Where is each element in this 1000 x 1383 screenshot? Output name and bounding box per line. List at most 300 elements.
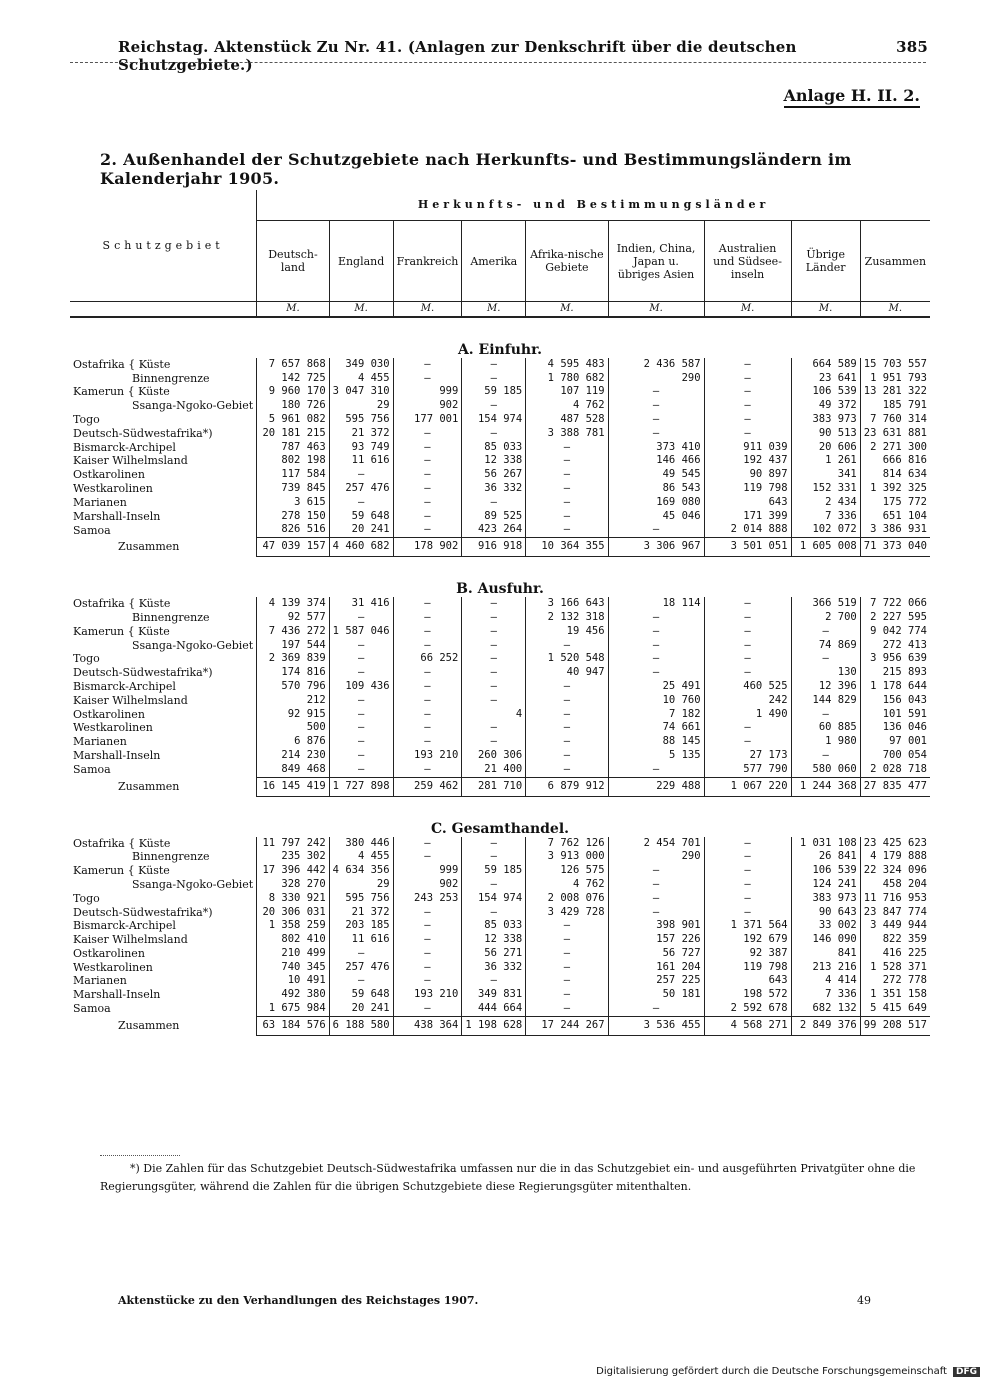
- table-row: [70, 454, 930, 468]
- row-label: Binnengrenze: [132, 371, 210, 385]
- table-cell: 124 241: [791, 878, 860, 892]
- table-cell: —: [704, 625, 791, 639]
- row-label: Ssanga-Ngoko-Gebiet: [132, 877, 254, 891]
- table-cell: 56 727: [608, 947, 704, 961]
- table-cell: 117 584: [257, 468, 329, 482]
- row-label: Marshall-Inseln: [73, 748, 161, 762]
- table-cell: 841: [791, 947, 860, 961]
- row-label: Togo: [73, 652, 100, 666]
- table-cell: 2 028 718: [860, 763, 930, 777]
- table-cell: 383 973: [791, 413, 860, 427]
- total-label: Zusammen: [118, 1018, 180, 1032]
- total-cell: 27 835 477: [860, 777, 930, 796]
- table-cell: —: [704, 837, 791, 851]
- table-cell: 2 454 701: [608, 837, 704, 851]
- table-cell: 3 449 944: [860, 919, 930, 933]
- table-cell: 4 762: [526, 399, 608, 413]
- table-cell: 4 139 374: [257, 597, 329, 611]
- table-cell: 272 778: [860, 974, 930, 988]
- unit-label: M.: [526, 302, 608, 317]
- row-label: Westkarolinen: [73, 960, 153, 974]
- table-cell: 787 463: [257, 441, 329, 455]
- table-row: [70, 441, 930, 455]
- row-label: Marianen: [73, 735, 127, 749]
- table-row: [70, 652, 930, 666]
- table-cell: —: [393, 523, 462, 537]
- total-cell: 3 536 455: [608, 1016, 704, 1035]
- table-cell: 49 372: [791, 399, 860, 413]
- table-cell: —: [393, 974, 462, 988]
- table-cell: 682 132: [791, 1002, 860, 1016]
- table-row: [70, 680, 930, 694]
- table-cell: —: [608, 864, 704, 878]
- table-cell: —: [329, 496, 393, 510]
- table-cell: 10 760: [608, 694, 704, 708]
- table-cell: 5 415 649: [860, 1002, 930, 1016]
- row-label: Binnengrenze: [132, 610, 210, 624]
- table-row: [70, 864, 930, 878]
- table-cell: 97 001: [860, 735, 930, 749]
- header-title: Reichstag. Aktenstück Zu Nr. 41. (Anlagen zur Denkschrift über die deutschen Schutzgebiete.): [118, 38, 797, 74]
- row-label: Ostkarolinen: [73, 468, 145, 482]
- table-cell: 349 030: [329, 358, 393, 372]
- table-cell: —: [393, 597, 462, 611]
- table-cell: 9 960 170: [257, 385, 329, 399]
- total-row: [70, 777, 930, 796]
- table-cell: —: [526, 735, 608, 749]
- table-cell: 29: [329, 878, 393, 892]
- total-cell: 17 244 267: [526, 1016, 608, 1035]
- table-cell: —: [526, 523, 608, 537]
- total-cell: 2 849 376: [791, 1016, 860, 1035]
- table-cell: 7 722 066: [860, 597, 930, 611]
- table-cell: 13 281 322: [860, 385, 930, 399]
- table-cell: 398 901: [608, 919, 704, 933]
- table-cell: 666 816: [860, 454, 930, 468]
- table-cell: —: [462, 680, 526, 694]
- table-cell: 7 762 126: [526, 837, 608, 851]
- table-cell: 290: [608, 372, 704, 386]
- row-label: Kamerun { Küste: [73, 864, 170, 878]
- table-cell: 1 675 984: [257, 1002, 329, 1016]
- table-cell: 59 185: [462, 385, 526, 399]
- table-cell: —: [526, 694, 608, 708]
- table-cell: 1 528 371: [860, 961, 930, 975]
- table-cell: 643: [704, 496, 791, 510]
- section-title: A. Einfuhr.: [457, 342, 543, 358]
- table-cell: 1 980: [791, 735, 860, 749]
- table-cell: 11 797 242: [257, 837, 329, 851]
- table-cell: 380 446: [329, 837, 393, 851]
- total-cell: 1 605 008: [791, 538, 860, 557]
- table-cell: —: [329, 974, 393, 988]
- table-cell: 20 181 215: [257, 427, 329, 441]
- table-cell: —: [462, 735, 526, 749]
- table-cell: —: [526, 441, 608, 455]
- table-row: [70, 523, 930, 537]
- table-cell: —: [393, 358, 462, 372]
- table-cell: —: [393, 947, 462, 961]
- table-cell: 4 179 888: [860, 850, 930, 864]
- table-cell: 7 182: [608, 708, 704, 722]
- table-cell: 11 716 953: [860, 892, 930, 906]
- table-cell: —: [393, 496, 462, 510]
- table-cell: 213 216: [791, 961, 860, 975]
- table-cell: —: [393, 625, 462, 639]
- table-cell: 822 359: [860, 933, 930, 947]
- table-cell: —: [462, 721, 526, 735]
- table-cell: 192 679: [704, 933, 791, 947]
- table-cell: 3 166 643: [526, 597, 608, 611]
- table-cell: —: [329, 735, 393, 749]
- row-label: Ostkarolinen: [73, 946, 145, 960]
- table-cell: 119 798: [704, 482, 791, 496]
- table-cell: —: [526, 919, 608, 933]
- table-cell: —: [393, 1002, 462, 1016]
- unit-label: M.: [257, 302, 329, 317]
- table-cell: 90 897: [704, 468, 791, 482]
- table-cell: 366 519: [791, 597, 860, 611]
- table-cell: —: [526, 961, 608, 975]
- table-cell: 21 372: [329, 427, 393, 441]
- table-cell: 29: [329, 399, 393, 413]
- table-cell: —: [704, 721, 791, 735]
- table-cell: 7 657 868: [257, 358, 329, 372]
- total-cell: 259 462: [393, 777, 462, 796]
- table-cell: —: [462, 372, 526, 386]
- column-header: Amerika: [462, 221, 526, 302]
- table-cell: 215 893: [860, 666, 930, 680]
- table-cell: 1 780 682: [526, 372, 608, 386]
- table-cell: —: [329, 468, 393, 482]
- table-cell: 2 592 678: [704, 1002, 791, 1016]
- table-cell: 203 185: [329, 919, 393, 933]
- table-cell: —: [704, 385, 791, 399]
- table-cell: —: [462, 906, 526, 920]
- table-cell: 17 396 442: [257, 864, 329, 878]
- total-cell: 6 188 580: [329, 1016, 393, 1035]
- table-cell: 243 253: [393, 892, 462, 906]
- table-row: [70, 837, 930, 851]
- table-cell: 92 577: [257, 611, 329, 625]
- table-cell: —: [393, 427, 462, 441]
- total-cell: 1 198 628: [462, 1016, 526, 1035]
- table-cell: —: [608, 763, 704, 777]
- table-cell: —: [393, 906, 462, 920]
- table-cell: 15 703 557: [860, 358, 930, 372]
- table-cell: 59 185: [462, 864, 526, 878]
- row-label: Bismarck-Archipel: [73, 679, 176, 693]
- total-cell: 916 918: [462, 538, 526, 557]
- table-cell: 651 104: [860, 510, 930, 524]
- table-cell: 89 525: [462, 510, 526, 524]
- total-cell: 1 727 898: [329, 777, 393, 796]
- table-cell: —: [526, 988, 608, 1002]
- table-cell: 739 845: [257, 482, 329, 496]
- section-heading-row: [70, 317, 930, 358]
- table-cell: 56 267: [462, 468, 526, 482]
- table-cell: 3 388 781: [526, 427, 608, 441]
- dfg-logo: DFG: [953, 1367, 980, 1377]
- table-cell: 3 615: [257, 496, 329, 510]
- table-cell: —: [393, 510, 462, 524]
- table-row: [70, 496, 930, 510]
- unit-spacer: [70, 302, 257, 317]
- table-cell: 5 961 082: [257, 413, 329, 427]
- table-cell: —: [393, 763, 462, 777]
- table-cell: 570 796: [257, 680, 329, 694]
- table-cell: 4 414: [791, 974, 860, 988]
- table-cell: —: [393, 735, 462, 749]
- table-cell: —: [462, 666, 526, 680]
- table-cell: —: [608, 652, 704, 666]
- table-cell: 156 043: [860, 694, 930, 708]
- table-cell: —: [704, 427, 791, 441]
- table-cell: 142 725: [257, 372, 329, 386]
- row-label: Samoa: [73, 762, 111, 776]
- total-cell: 3 501 051: [704, 538, 791, 557]
- table-cell: 31 416: [329, 597, 393, 611]
- row-label: Togo: [73, 891, 100, 905]
- table-cell: 8 330 921: [257, 892, 329, 906]
- row-label: Ssanga-Ngoko-Gebiet: [132, 638, 254, 652]
- table-cell: 580 060: [791, 763, 860, 777]
- table-cell: —: [393, 441, 462, 455]
- table-cell: —: [393, 694, 462, 708]
- row-label: Ostkarolinen: [73, 707, 145, 721]
- table-cell: —: [462, 399, 526, 413]
- table-cell: 21 400: [462, 763, 526, 777]
- row-label: Binnengrenze: [132, 850, 210, 864]
- table-cell: —: [704, 652, 791, 666]
- table-cell: 154 974: [462, 892, 526, 906]
- table-cell: 146 466: [608, 454, 704, 468]
- table-cell: —: [526, 1002, 608, 1016]
- row-label: Deutsch-Südwestafrika*): [73, 426, 213, 440]
- table-cell: 257 225: [608, 974, 704, 988]
- table-cell: 59 648: [329, 988, 393, 1002]
- table-cell: 26 841: [791, 850, 860, 864]
- table-cell: 1 178 644: [860, 680, 930, 694]
- table-row: [70, 892, 930, 906]
- table-cell: 192 437: [704, 454, 791, 468]
- table-cell: —: [329, 639, 393, 653]
- table-cell: 5 135: [608, 749, 704, 763]
- table-cell: —: [393, 639, 462, 653]
- row-label: Bismarck-Archipel: [73, 919, 176, 933]
- table-cell: —: [526, 454, 608, 468]
- table-cell: 423 264: [462, 523, 526, 537]
- table-cell: 664 589: [791, 358, 860, 372]
- table-cell: 1 951 793: [860, 372, 930, 386]
- table-row: [70, 385, 930, 399]
- table-cell: —: [462, 837, 526, 851]
- table-cell: —: [608, 666, 704, 680]
- table-cell: —: [462, 639, 526, 653]
- section-heading-row: [70, 796, 930, 837]
- table-cell: 175 772: [860, 496, 930, 510]
- table-cell: 999: [393, 864, 462, 878]
- total-cell: 3 306 967: [608, 538, 704, 557]
- unit-label: M.: [704, 302, 791, 317]
- total-label: Zusammen: [118, 540, 180, 554]
- table-cell: 416 225: [860, 947, 930, 961]
- table-cell: 444 664: [462, 1002, 526, 1016]
- table-cell: 18 114: [608, 597, 704, 611]
- column-header: Übrige Länder: [791, 221, 860, 302]
- total-cell: 1 244 368: [791, 777, 860, 796]
- table-cell: 180 726: [257, 399, 329, 413]
- row-label: Ssanga-Ngoko-Gebiet: [132, 399, 254, 413]
- table-cell: 2 227 595: [860, 611, 930, 625]
- table-cell: 193 210: [393, 749, 462, 763]
- table-cell: 25 491: [608, 680, 704, 694]
- table-cell: 2 369 839: [257, 652, 329, 666]
- table-cell: 85 033: [462, 441, 526, 455]
- total-cell: 47 039 157: [257, 538, 329, 557]
- table-cell: 49 545: [608, 468, 704, 482]
- table-cell: 174 816: [257, 666, 329, 680]
- row-label: Samoa: [73, 523, 111, 537]
- running-header: [118, 38, 928, 74]
- table-cell: —: [526, 482, 608, 496]
- table-cell: —: [608, 906, 704, 920]
- table-cell: 6 876: [257, 735, 329, 749]
- unit-label: M.: [608, 302, 704, 317]
- table-cell: —: [526, 933, 608, 947]
- table-row: [70, 961, 930, 975]
- total-cell: 281 710: [462, 777, 526, 796]
- table-cell: 2 434: [791, 496, 860, 510]
- table-row: [70, 358, 930, 372]
- table-cell: —: [462, 496, 526, 510]
- row-label: Kamerun { Küste: [73, 385, 170, 399]
- table-cell: 341: [791, 468, 860, 482]
- table-cell: —: [704, 878, 791, 892]
- footnote: *) Die Zahlen für das Schutzgebiet Deutsch-Südwestafrika umfassen nur die in das Schutzgebiet ein- und ausgeführten Privatgüter ohne die Regierungsgüter, während die Zahlen für die übrigen Schutzgebiete diese Regierungsgüter mitenthalten.: [100, 1162, 916, 1193]
- table-cell: 21 372: [329, 906, 393, 920]
- table-cell: —: [704, 639, 791, 653]
- table-cell: 278 150: [257, 510, 329, 524]
- table-row: [70, 510, 930, 524]
- table-row: [70, 933, 930, 947]
- table-row: [70, 611, 930, 625]
- table-cell: —: [393, 708, 462, 722]
- table-cell: 130: [791, 666, 860, 680]
- table-row: [70, 413, 930, 427]
- row-label: Deutsch-Südwestafrika*): [73, 905, 213, 919]
- section-title: B. Ausfuhr.: [456, 581, 544, 598]
- table-cell: 40 947: [526, 666, 608, 680]
- table-row: [70, 468, 930, 482]
- table-row: [70, 850, 930, 864]
- table-cell: 272 413: [860, 639, 930, 653]
- table-cell: —: [526, 763, 608, 777]
- table-cell: 60 885: [791, 721, 860, 735]
- table-cell: —: [791, 749, 860, 763]
- table-cell: —: [393, 468, 462, 482]
- table-cell: 36 332: [462, 961, 526, 975]
- section-heading-row: [70, 557, 930, 598]
- table-cell: —: [704, 358, 791, 372]
- unit-label: M.: [329, 302, 393, 317]
- total-row: [70, 1016, 930, 1035]
- table-row: [70, 721, 930, 735]
- table-cell: —: [704, 372, 791, 386]
- table-cell: —: [526, 947, 608, 961]
- table-cell: 328 270: [257, 878, 329, 892]
- table-cell: —: [329, 611, 393, 625]
- table-row: [70, 878, 930, 892]
- table-row: [70, 749, 930, 763]
- total-cell: 1 067 220: [704, 777, 791, 796]
- table-cell: 349 831: [462, 988, 526, 1002]
- table-cell: 169 080: [608, 496, 704, 510]
- table-cell: —: [526, 974, 608, 988]
- table-cell: 3 386 931: [860, 523, 930, 537]
- digitization-text: Digitalisierung gefördert durch die Deutsche Forschungsgemeinschaft: [596, 1366, 947, 1377]
- table-cell: 1 358 259: [257, 919, 329, 933]
- table-cell: 902: [393, 399, 462, 413]
- table-cell: 383 973: [791, 892, 860, 906]
- row-label: Kamerun { Küste: [73, 624, 170, 638]
- table-cell: 74 869: [791, 639, 860, 653]
- table-cell: —: [526, 680, 608, 694]
- table-cell: 157 226: [608, 933, 704, 947]
- total-row: [70, 538, 930, 557]
- table-cell: 1 392 325: [860, 482, 930, 496]
- table-cell: —: [329, 947, 393, 961]
- total-cell: 63 184 576: [257, 1016, 329, 1035]
- table-row: [70, 372, 930, 386]
- table-cell: 3 956 639: [860, 652, 930, 666]
- table-cell: 85 033: [462, 919, 526, 933]
- row-label: Marianen: [73, 495, 127, 509]
- table-cell: —: [393, 721, 462, 735]
- section-title: C. Gesamthandel.: [430, 820, 570, 837]
- table-cell: 643: [704, 974, 791, 988]
- table-cell: 700 054: [860, 749, 930, 763]
- table-cell: —: [704, 906, 791, 920]
- table-cell: —: [704, 399, 791, 413]
- table-cell: —: [329, 763, 393, 777]
- row-label: Kaiser Wilhelmsland: [73, 933, 188, 947]
- row-label: Kaiser Wilhelmsland: [73, 693, 188, 707]
- table-cell: 20 241: [329, 1002, 393, 1016]
- column-header: Deutsch-land: [257, 221, 329, 302]
- table-cell: 802 410: [257, 933, 329, 947]
- table-cell: 9 042 774: [860, 625, 930, 639]
- table-row: [70, 988, 930, 1002]
- table-cell: —: [393, 482, 462, 496]
- row-label: Togo: [73, 412, 100, 426]
- table-cell: —: [393, 933, 462, 947]
- table-cell: 22 324 096: [860, 864, 930, 878]
- table-cell: 999: [393, 385, 462, 399]
- row-label: Ostafrika { Küste: [73, 357, 171, 371]
- table-cell: 460 525: [704, 680, 791, 694]
- table-cell: 74 661: [608, 721, 704, 735]
- trade-table: [70, 190, 930, 1036]
- table-cell: 7 760 314: [860, 413, 930, 427]
- row-label: Samoa: [73, 1002, 111, 1016]
- table-cell: —: [526, 721, 608, 735]
- row-label: Marshall-Inseln: [73, 988, 161, 1002]
- table-row: [70, 906, 930, 920]
- table-cell: —: [393, 850, 462, 864]
- table-cell: 66 252: [393, 652, 462, 666]
- table-cell: 59 648: [329, 510, 393, 524]
